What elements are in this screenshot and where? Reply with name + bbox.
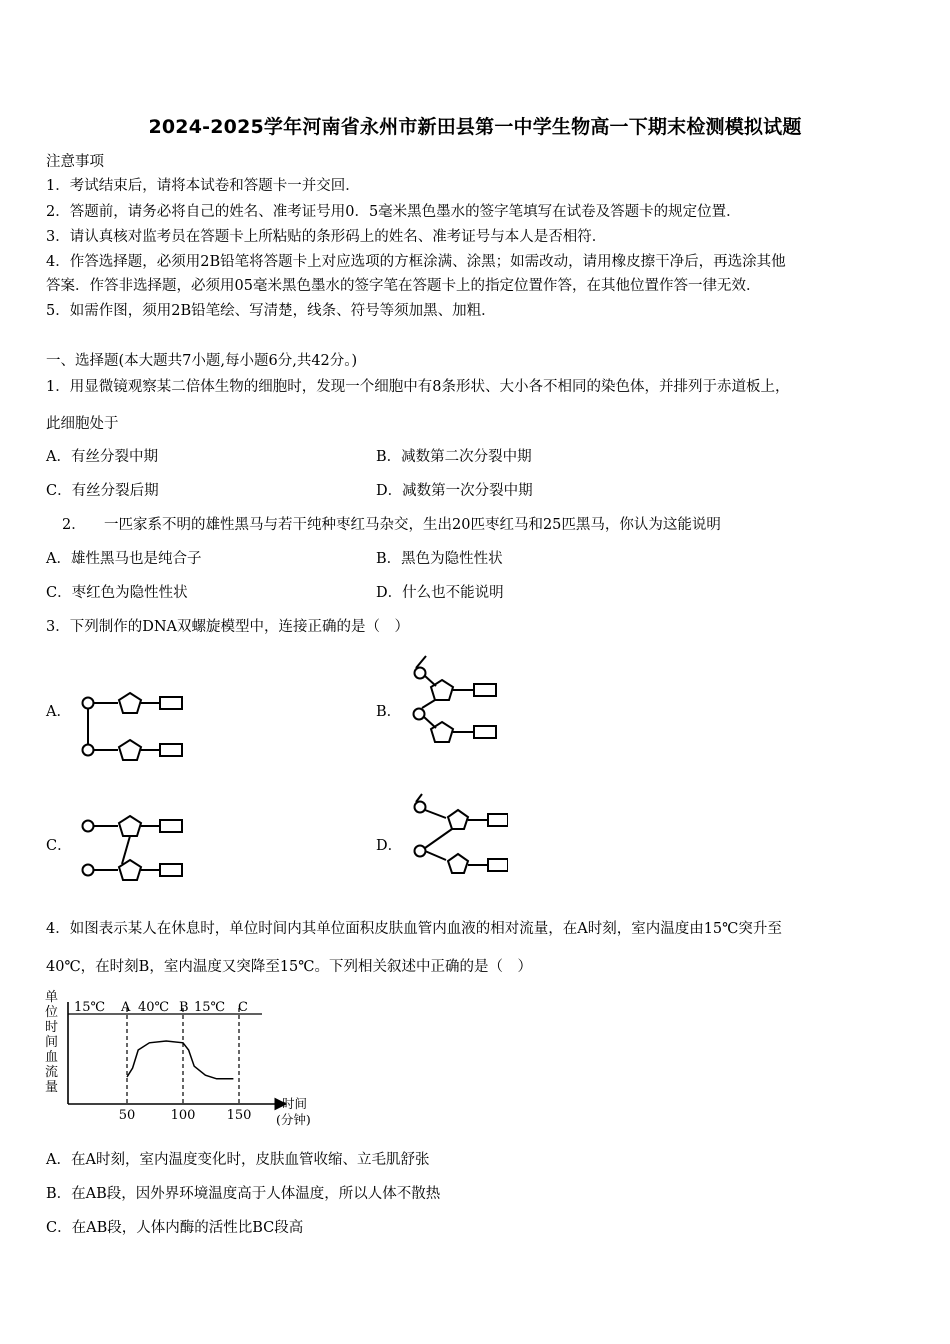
dna-model-d-figure xyxy=(408,790,508,886)
segment-label: B xyxy=(179,1000,189,1015)
dna-model-b-figure xyxy=(408,652,504,784)
q1-option-c: C．有丝分裂后期 xyxy=(46,483,159,499)
y-axis-label-char: 血 xyxy=(45,1050,59,1065)
q3-option-c-label: C． xyxy=(46,838,72,854)
q2-option-a: A．雄性黑马也是纯合子 xyxy=(46,551,202,567)
segment-label: 15℃ xyxy=(194,1000,226,1015)
segment-label: A xyxy=(121,1000,131,1015)
x-axis-label: 时间 xyxy=(282,1096,308,1111)
dna-model-a-figure xyxy=(76,682,188,766)
x-tick-label: 100 xyxy=(170,1108,196,1123)
section-title: 一、选择题(本大题共7小题,每小题6分,共42分。) xyxy=(46,353,358,369)
x-axis-unit-label: (分钟) xyxy=(276,1112,311,1127)
q3-option-d-label: D． xyxy=(376,838,403,854)
blood-flow-series-line xyxy=(127,1041,233,1079)
q2-option-c: C．枣红色为隐性性状 xyxy=(46,585,188,601)
q2-number: 2． xyxy=(62,517,86,533)
segment-label: 40℃ xyxy=(138,1000,170,1015)
x-tick-label: 150 xyxy=(226,1108,252,1123)
segment-label: C xyxy=(238,1000,248,1015)
y-axis-label-char: 量 xyxy=(45,1080,59,1095)
notice-item-5: 5．如需作图，须用2B铅笔绘、写清楚，线条、符号等须加黑、加粗． xyxy=(46,303,496,319)
y-axis-label xyxy=(45,990,58,1095)
x-tick-label: 50 xyxy=(118,1108,136,1123)
notice-item-3: 3．请认真核对监考员在答题卡上所粘贴的条形码上的姓名、准考证号与本人是否相符． xyxy=(46,229,607,245)
notice-item-2: 2．答题前，请务必将自己的姓名、准考证号用0．5毫米黑色墨水的签字笔填写在试卷及答题卡的规定位置． xyxy=(46,204,741,220)
blood-flow-chart xyxy=(40,988,340,1130)
y-axis-label-char: 流 xyxy=(45,1065,59,1080)
notice-heading: 注意事项 xyxy=(46,154,104,170)
q4-stem-line2: 40℃，在时刻B，室内温度又突降至15℃。下列相关叙述中正确的是（ ） xyxy=(46,959,532,975)
q1-option-b: B．减数第二次分裂中期 xyxy=(376,449,532,465)
y-axis-label-char: 位 xyxy=(45,1005,59,1020)
q4-option-b: B．在AB段，因外界环境温度高于人体温度，所以人体不散热 xyxy=(46,1186,441,1202)
q2-option-b: B．黑色为隐性性状 xyxy=(376,551,503,567)
q2-stem: 一匹家系不明的雄性黑马与若干纯种枣红马杂交，生出20匹枣红马和25匹黑马，你认为这能说明 xyxy=(104,517,721,533)
q1-stem-line2: 此细胞处于 xyxy=(46,416,119,432)
q3-option-b-label: B． xyxy=(376,704,402,720)
q2-option-d: D．什么也不能说明 xyxy=(376,585,504,601)
q1-stem-line1: 1．用显微镜观察某二倍体生物的细胞时，发现一个细胞中有8条形状、大小各不相同的染色体，并排列于赤道板上， xyxy=(46,379,790,395)
q1-option-a: A．有丝分裂中期 xyxy=(46,449,158,465)
notice-item-1: 1．考试结束后，请将本试卷和答题卡一并交回． xyxy=(46,178,360,194)
q4-stem-line1: 4．如图表示某人在休息时，单位时间内其单位面积皮肤血管内血液的相对流量，在A时刻，室内温度由15℃突升至 xyxy=(46,921,782,937)
y-axis-label-char: 间 xyxy=(45,1035,59,1050)
notice-item-4: 4．作答选择题，必须用2B铅笔将答题卡上对应选项的方框涂满、涂黑；如需改动，请用橡皮擦干净后，再选涂其他 xyxy=(46,254,786,270)
q1-option-d: D．减数第一次分裂中期 xyxy=(376,483,533,499)
segment-label: 15℃ xyxy=(74,1000,106,1015)
q4-option-c: C．在AB段，人体内酶的活性比BC段高 xyxy=(46,1220,304,1236)
y-axis-label-char: 时 xyxy=(45,1020,59,1035)
q4-option-a: A．在A时刻，室内温度变化时，皮肤血管收缩、立毛肌舒张 xyxy=(46,1152,430,1168)
dna-model-c-figure xyxy=(76,806,188,890)
y-axis-label-char: 单 xyxy=(45,990,59,1005)
notice-item-4-cont: 答案．作答非选择题，必须用05毫米黑色墨水的签字笔在答题卡上的指定位置作答，在其他位置作答一律无效． xyxy=(46,278,761,294)
page-title: 2024-2025学年河南省永州市新田县第一中学生物高一下期末检测模拟试题 xyxy=(148,116,802,138)
q3-option-a-label: A． xyxy=(46,704,71,720)
q3-stem: 3．下列制作的DNA双螺旋模型中，连接正确的是（ ） xyxy=(46,619,410,635)
